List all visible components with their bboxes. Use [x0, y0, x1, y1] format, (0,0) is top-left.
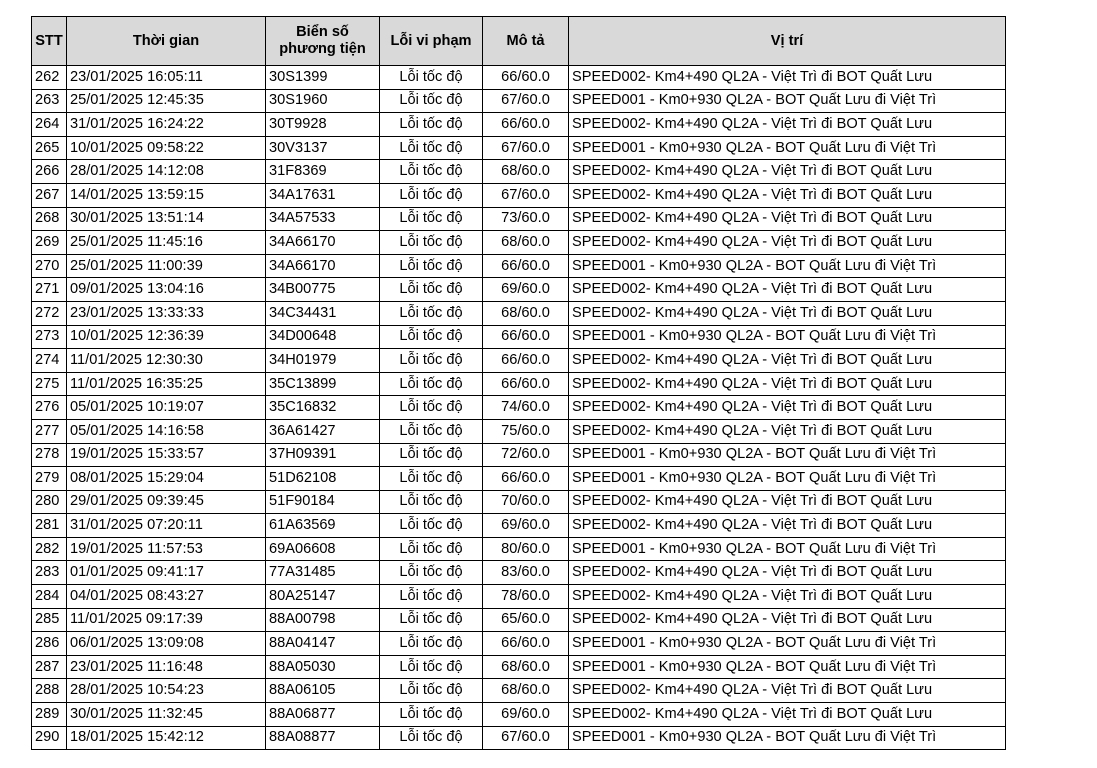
- cell-time: 10/01/2025 12:36:39: [67, 325, 266, 349]
- cell-time: 05/01/2025 14:16:58: [67, 419, 266, 443]
- cell-location: SPEED002- Km4+490 QL2A - Việt Trì đi BOT Quất Lưu: [569, 585, 1006, 609]
- cell-plate: 80A25147: [266, 585, 380, 609]
- cell-violation: Lỗi tốc độ: [380, 66, 483, 90]
- cell-stt: 285: [32, 608, 67, 632]
- cell-stt: 267: [32, 183, 67, 207]
- cell-time: 06/01/2025 13:09:08: [67, 632, 266, 656]
- cell-stt: 279: [32, 467, 67, 491]
- cell-stt: 288: [32, 679, 67, 703]
- cell-plate: 35C16832: [266, 396, 380, 420]
- header-violation: Lỗi vi phạm: [380, 17, 483, 66]
- cell-time: 31/01/2025 07:20:11: [67, 514, 266, 538]
- table-row: [32, 89, 1006, 113]
- cell-plate: 51F90184: [266, 490, 380, 514]
- cell-violation: Lỗi tốc độ: [380, 325, 483, 349]
- cell-description: 83/60.0: [483, 561, 569, 585]
- cell-description: 66/60.0: [483, 325, 569, 349]
- cell-location: SPEED002- Km4+490 QL2A - Việt Trì đi BOT Quất Lưu: [569, 231, 1006, 255]
- table-row: [32, 632, 1006, 656]
- cell-location: SPEED002- Km4+490 QL2A - Việt Trì đi BOT Quất Lưu: [569, 113, 1006, 137]
- cell-plate: 30S1960: [266, 89, 380, 113]
- cell-plate: 37H09391: [266, 443, 380, 467]
- cell-violation: Lỗi tốc độ: [380, 372, 483, 396]
- cell-location: SPEED001 - Km0+930 QL2A - BOT Quất Lưu đi Việt Trì: [569, 467, 1006, 491]
- cell-time: 11/01/2025 09:17:39: [67, 608, 266, 632]
- cell-violation: Lỗi tốc độ: [380, 183, 483, 207]
- table-row: [32, 679, 1006, 703]
- cell-violation: Lỗi tốc độ: [380, 419, 483, 443]
- cell-violation: Lỗi tốc độ: [380, 608, 483, 632]
- cell-plate: 88A00798: [266, 608, 380, 632]
- cell-plate: 30S1399: [266, 66, 380, 90]
- cell-location: SPEED001 - Km0+930 QL2A - BOT Quất Lưu đi Việt Trì: [569, 325, 1006, 349]
- cell-stt: 271: [32, 278, 67, 302]
- cell-violation: Lỗi tốc độ: [380, 514, 483, 538]
- cell-time: 09/01/2025 13:04:16: [67, 278, 266, 302]
- cell-time: 23/01/2025 13:33:33: [67, 301, 266, 325]
- header-description: Mô tả: [483, 17, 569, 66]
- cell-description: 75/60.0: [483, 419, 569, 443]
- cell-location: SPEED002- Km4+490 QL2A - Việt Trì đi BOT Quất Lưu: [569, 301, 1006, 325]
- cell-violation: Lỗi tốc độ: [380, 467, 483, 491]
- table-row: [32, 585, 1006, 609]
- cell-location: SPEED001 - Km0+930 QL2A - BOT Quất Lưu đi Việt Trì: [569, 632, 1006, 656]
- table-row: [32, 726, 1006, 750]
- cell-time: 11/01/2025 12:30:30: [67, 349, 266, 373]
- cell-stt: 276: [32, 396, 67, 420]
- violations-table: [31, 16, 1006, 750]
- cell-location: SPEED002- Km4+490 QL2A - Việt Trì đi BOT Quất Lưu: [569, 561, 1006, 585]
- cell-violation: Lỗi tốc độ: [380, 443, 483, 467]
- cell-time: 01/01/2025 09:41:17: [67, 561, 266, 585]
- cell-description: 68/60.0: [483, 231, 569, 255]
- cell-time: 29/01/2025 09:39:45: [67, 490, 266, 514]
- cell-violation: Lỗi tốc độ: [380, 703, 483, 727]
- cell-stt: 263: [32, 89, 67, 113]
- cell-location: SPEED002- Km4+490 QL2A - Việt Trì đi BOT Quất Lưu: [569, 183, 1006, 207]
- table-row: [32, 467, 1006, 491]
- table-row: [32, 703, 1006, 727]
- cell-plate: 34A66170: [266, 254, 380, 278]
- cell-location: SPEED002- Km4+490 QL2A - Việt Trì đi BOT Quất Lưu: [569, 372, 1006, 396]
- cell-violation: Lỗi tốc độ: [380, 349, 483, 373]
- header-row: [32, 17, 1006, 66]
- cell-time: 28/01/2025 14:12:08: [67, 160, 266, 184]
- cell-description: 67/60.0: [483, 89, 569, 113]
- table-row: [32, 231, 1006, 255]
- cell-location: SPEED001 - Km0+930 QL2A - BOT Quất Lưu đi Việt Trì: [569, 443, 1006, 467]
- table-row: [32, 443, 1006, 467]
- cell-description: 66/60.0: [483, 113, 569, 137]
- cell-violation: Lỗi tốc độ: [380, 278, 483, 302]
- header-location: Vị trí: [569, 17, 1006, 66]
- cell-description: 68/60.0: [483, 301, 569, 325]
- cell-location: SPEED001 - Km0+930 QL2A - BOT Quất Lưu đi Việt Trì: [569, 89, 1006, 113]
- cell-violation: Lỗi tốc độ: [380, 490, 483, 514]
- cell-stt: 274: [32, 349, 67, 373]
- cell-stt: 273: [32, 325, 67, 349]
- cell-location: SPEED002- Km4+490 QL2A - Việt Trì đi BOT Quất Lưu: [569, 703, 1006, 727]
- cell-time: 08/01/2025 15:29:04: [67, 467, 266, 491]
- cell-plate: 34A57533: [266, 207, 380, 231]
- cell-description: 74/60.0: [483, 396, 569, 420]
- cell-location: SPEED002- Km4+490 QL2A - Việt Trì đi BOT Quất Lưu: [569, 608, 1006, 632]
- cell-description: 67/60.0: [483, 726, 569, 750]
- cell-stt: 281: [32, 514, 67, 538]
- cell-time: 28/01/2025 10:54:23: [67, 679, 266, 703]
- cell-description: 68/60.0: [483, 679, 569, 703]
- cell-time: 31/01/2025 16:24:22: [67, 113, 266, 137]
- cell-time: 05/01/2025 10:19:07: [67, 396, 266, 420]
- cell-stt: 262: [32, 66, 67, 90]
- cell-stt: 283: [32, 561, 67, 585]
- cell-location: SPEED001 - Km0+930 QL2A - BOT Quất Lưu đi Việt Trì: [569, 254, 1006, 278]
- cell-time: 23/01/2025 16:05:11: [67, 66, 266, 90]
- cell-violation: Lỗi tốc độ: [380, 113, 483, 137]
- cell-time: 19/01/2025 15:33:57: [67, 443, 266, 467]
- cell-stt: 275: [32, 372, 67, 396]
- cell-violation: Lỗi tốc độ: [380, 89, 483, 113]
- cell-plate: 88A04147: [266, 632, 380, 656]
- cell-description: 72/60.0: [483, 443, 569, 467]
- table-row: [32, 561, 1006, 585]
- cell-plate: 69A06608: [266, 537, 380, 561]
- cell-description: 78/60.0: [483, 585, 569, 609]
- cell-description: 65/60.0: [483, 608, 569, 632]
- table-row: [32, 278, 1006, 302]
- cell-location: SPEED001 - Km0+930 QL2A - BOT Quất Lưu đi Việt Trì: [569, 655, 1006, 679]
- cell-stt: 284: [32, 585, 67, 609]
- cell-description: 69/60.0: [483, 514, 569, 538]
- table-row: [32, 514, 1006, 538]
- cell-plate: 34B00775: [266, 278, 380, 302]
- cell-location: SPEED002- Km4+490 QL2A - Việt Trì đi BOT Quất Lưu: [569, 66, 1006, 90]
- cell-stt: 272: [32, 301, 67, 325]
- cell-violation: Lỗi tốc độ: [380, 632, 483, 656]
- cell-violation: Lỗi tốc độ: [380, 231, 483, 255]
- cell-stt: 282: [32, 537, 67, 561]
- table-row: [32, 113, 1006, 137]
- cell-plate: 88A08877: [266, 726, 380, 750]
- cell-stt: 278: [32, 443, 67, 467]
- cell-plate: 34A17631: [266, 183, 380, 207]
- cell-stt: 265: [32, 136, 67, 160]
- table-row: [32, 537, 1006, 561]
- cell-location: SPEED002- Km4+490 QL2A - Việt Trì đi BOT Quất Lưu: [569, 207, 1006, 231]
- cell-description: 70/60.0: [483, 490, 569, 514]
- table-row: [32, 655, 1006, 679]
- cell-violation: Lỗi tốc độ: [380, 537, 483, 561]
- table-row: [32, 136, 1006, 160]
- cell-violation: Lỗi tốc độ: [380, 254, 483, 278]
- cell-time: 25/01/2025 12:45:35: [67, 89, 266, 113]
- table-row: [32, 372, 1006, 396]
- cell-stt: 277: [32, 419, 67, 443]
- cell-location: SPEED002- Km4+490 QL2A - Việt Trì đi BOT Quất Lưu: [569, 349, 1006, 373]
- cell-stt: 268: [32, 207, 67, 231]
- cell-violation: Lỗi tốc độ: [380, 679, 483, 703]
- cell-time: 14/01/2025 13:59:15: [67, 183, 266, 207]
- cell-location: SPEED001 - Km0+930 QL2A - BOT Quất Lưu đi Việt Trì: [569, 537, 1006, 561]
- header-plate-line2: phương tiện: [279, 41, 366, 57]
- table-body: [32, 66, 1006, 750]
- cell-stt: 270: [32, 254, 67, 278]
- cell-violation: Lỗi tốc độ: [380, 655, 483, 679]
- cell-location: SPEED002- Km4+490 QL2A - Việt Trì đi BOT Quất Lưu: [569, 419, 1006, 443]
- cell-violation: Lỗi tốc độ: [380, 561, 483, 585]
- cell-plate: 35C13899: [266, 372, 380, 396]
- table-row: [32, 254, 1006, 278]
- cell-description: 66/60.0: [483, 254, 569, 278]
- cell-location: SPEED002- Km4+490 QL2A - Việt Trì đi BOT Quất Lưu: [569, 160, 1006, 184]
- cell-description: 68/60.0: [483, 160, 569, 184]
- cell-plate: 88A06877: [266, 703, 380, 727]
- cell-location: SPEED002- Km4+490 QL2A - Việt Trì đi BOT Quất Lưu: [569, 679, 1006, 703]
- cell-location: SPEED002- Km4+490 QL2A - Việt Trì đi BOT Quất Lưu: [569, 278, 1006, 302]
- cell-time: 04/01/2025 08:43:27: [67, 585, 266, 609]
- table-row: [32, 160, 1006, 184]
- cell-stt: 264: [32, 113, 67, 137]
- cell-time: 18/01/2025 15:42:12: [67, 726, 266, 750]
- cell-plate: 34D00648: [266, 325, 380, 349]
- table-row: [32, 608, 1006, 632]
- table-row: [32, 325, 1006, 349]
- cell-description: 68/60.0: [483, 655, 569, 679]
- cell-time: 25/01/2025 11:45:16: [67, 231, 266, 255]
- cell-description: 66/60.0: [483, 66, 569, 90]
- cell-description: 80/60.0: [483, 537, 569, 561]
- header-plate: [266, 17, 380, 66]
- table-row: [32, 490, 1006, 514]
- table-row: [32, 396, 1006, 420]
- cell-description: 69/60.0: [483, 278, 569, 302]
- table-row: [32, 349, 1006, 373]
- cell-time: 25/01/2025 11:00:39: [67, 254, 266, 278]
- cell-plate: 34H01979: [266, 349, 380, 373]
- cell-description: 66/60.0: [483, 632, 569, 656]
- cell-location: SPEED001 - Km0+930 QL2A - BOT Quất Lưu đi Việt Trì: [569, 136, 1006, 160]
- cell-violation: Lỗi tốc độ: [380, 726, 483, 750]
- cell-violation: Lỗi tốc độ: [380, 301, 483, 325]
- cell-time: 30/01/2025 11:32:45: [67, 703, 266, 727]
- cell-plate: 30V3137: [266, 136, 380, 160]
- header-stt: STT: [32, 17, 67, 66]
- cell-time: 10/01/2025 09:58:22: [67, 136, 266, 160]
- cell-time: 19/01/2025 11:57:53: [67, 537, 266, 561]
- cell-plate: 61A63569: [266, 514, 380, 538]
- header-time: Thời gian: [67, 17, 266, 66]
- cell-description: 67/60.0: [483, 136, 569, 160]
- cell-description: 69/60.0: [483, 703, 569, 727]
- cell-description: 66/60.0: [483, 349, 569, 373]
- cell-time: 23/01/2025 11:16:48: [67, 655, 266, 679]
- cell-plate: 31F8369: [266, 160, 380, 184]
- cell-plate: 51D62108: [266, 467, 380, 491]
- table-row: [32, 66, 1006, 90]
- cell-location: SPEED002- Km4+490 QL2A - Việt Trì đi BOT Quất Lưu: [569, 396, 1006, 420]
- cell-location: SPEED002- Km4+490 QL2A - Việt Trì đi BOT Quất Lưu: [569, 514, 1006, 538]
- cell-time: 30/01/2025 13:51:14: [67, 207, 266, 231]
- cell-location: SPEED002- Km4+490 QL2A - Việt Trì đi BOT Quất Lưu: [569, 490, 1006, 514]
- cell-violation: Lỗi tốc độ: [380, 207, 483, 231]
- cell-location: SPEED001 - Km0+930 QL2A - BOT Quất Lưu đi Việt Trì: [569, 726, 1006, 750]
- header-plate-line1: Biển số: [296, 24, 349, 40]
- cell-violation: Lỗi tốc độ: [380, 585, 483, 609]
- cell-plate: 30T9928: [266, 113, 380, 137]
- cell-description: 66/60.0: [483, 372, 569, 396]
- table-row: [32, 183, 1006, 207]
- cell-violation: Lỗi tốc độ: [380, 136, 483, 160]
- cell-violation: Lỗi tốc độ: [380, 160, 483, 184]
- cell-stt: 269: [32, 231, 67, 255]
- cell-stt: 280: [32, 490, 67, 514]
- cell-description: 73/60.0: [483, 207, 569, 231]
- cell-violation: Lỗi tốc độ: [380, 396, 483, 420]
- cell-stt: 266: [32, 160, 67, 184]
- cell-plate: 77A31485: [266, 561, 380, 585]
- cell-stt: 286: [32, 632, 67, 656]
- cell-plate: 34C34431: [266, 301, 380, 325]
- cell-stt: 290: [32, 726, 67, 750]
- cell-plate: 36A61427: [266, 419, 380, 443]
- cell-plate: 34A66170: [266, 231, 380, 255]
- cell-stt: 289: [32, 703, 67, 727]
- cell-description: 66/60.0: [483, 467, 569, 491]
- table-row: [32, 301, 1006, 325]
- cell-stt: 287: [32, 655, 67, 679]
- table-row: [32, 419, 1006, 443]
- cell-description: 67/60.0: [483, 183, 569, 207]
- table-row: [32, 207, 1006, 231]
- cell-plate: 88A05030: [266, 655, 380, 679]
- cell-time: 11/01/2025 16:35:25: [67, 372, 266, 396]
- cell-plate: 88A06105: [266, 679, 380, 703]
